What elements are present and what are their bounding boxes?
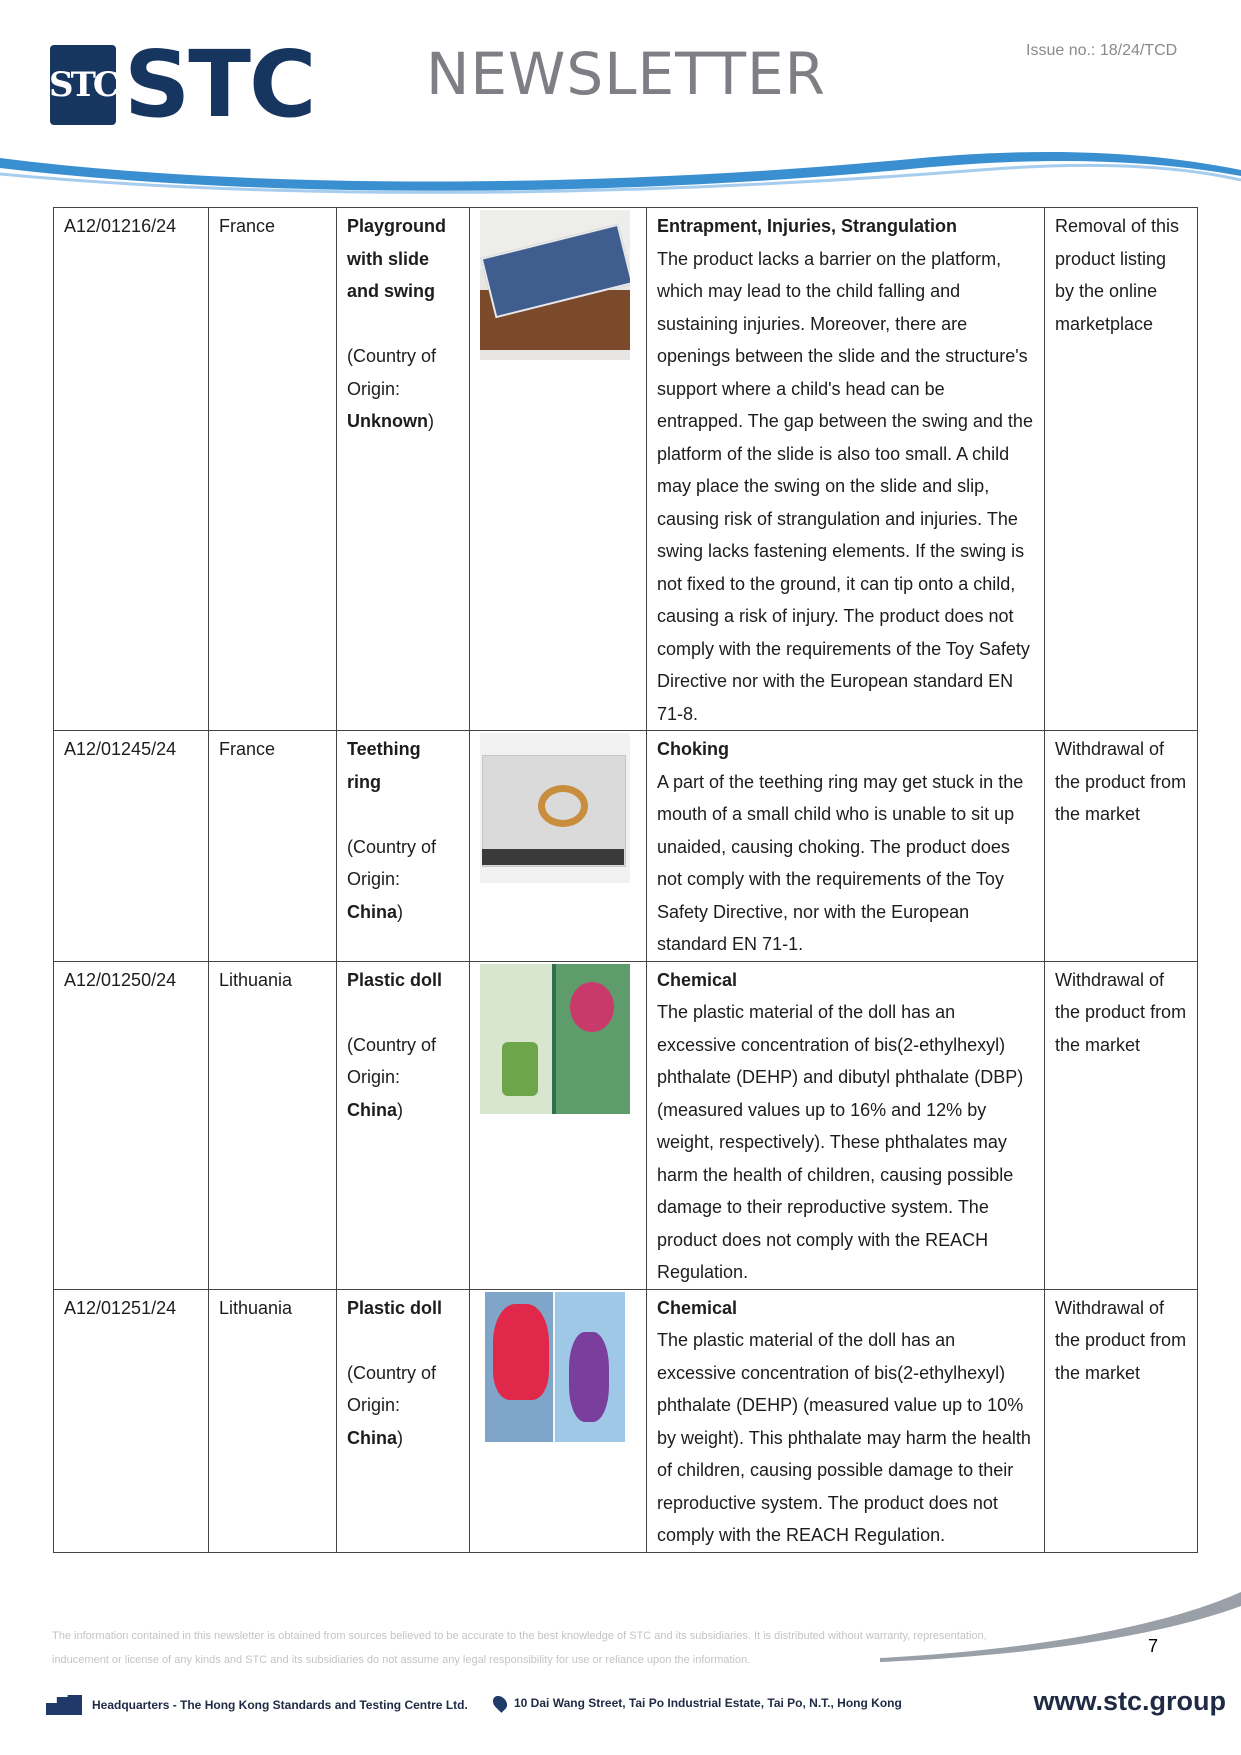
origin-close: )	[428, 411, 434, 431]
origin-country: Unknown	[347, 411, 428, 431]
issue-number: Issue no.: 18/24/TCD	[1026, 42, 1178, 59]
hazard-description: The product lacks a barrier on the platform, which may lead to the child falling and sustaining injuries. Moreover, there are openings between the slide and the structure's support where a child's head can be entrapped. The gap between the swing and the platform of the slide is also too small. A child may place the swing on the slide and slip, causing risk of strangulation and injuries. The swing lacks fastening elements. If the swing is not fixed to the ground, it can tip onto a child, causing a risk of injury. The product does not comply with the requirements of the Toy Safety Directive nor with the European standard EN 71-8.	[657, 248, 1033, 724]
hazard-cell	[647, 961, 1045, 1289]
reference-number: A12/01245/24	[54, 731, 209, 962]
origin-close: )	[397, 901, 404, 922]
product-name: Teething ring	[347, 739, 421, 792]
measure-taken: Removal of this product listing by the online marketplace	[1045, 208, 1198, 731]
playground-product-photo	[480, 210, 630, 360]
origin-label: (Country of Origin:	[347, 1362, 437, 1415]
footer-headquarters	[46, 1695, 468, 1715]
table-row	[54, 961, 1198, 1289]
notifying-country: France	[209, 731, 337, 962]
measure-taken: Withdrawal of the product from the market	[1045, 731, 1198, 962]
origin-close: )	[397, 1427, 404, 1448]
hazard-description: A part of the teething ring may get stuck in the mouth of a small child who is unable to sit up unaided, causing choking. The product does not comply with the requirements of the Toy Safety Directive, nor with the European standard EN 71-1.	[657, 771, 1024, 954]
newsletter-header	[0, 0, 1241, 200]
measure-taken: Withdrawal of the product from the market	[1045, 1289, 1198, 1552]
newsletter-title: NEWSLETTER	[426, 40, 826, 108]
website-link[interactable]: www.stc.group	[1033, 1686, 1226, 1716]
stc-logo	[49, 31, 315, 138]
reference-number: A12/01251/24	[54, 1289, 209, 1552]
product-cell	[337, 1289, 470, 1552]
disclaimer: The information contained in this newsletter is obtained from sources believed to be accurate to the best knowledge of STC and its subsidiaries. It is distributed without warranty, representation, inducement or license of any kinds and STC and its subsidiaries do not assume any legal responsibility for use or reliance upon the information.	[52, 1630, 987, 1666]
notifying-country: Lithuania	[209, 961, 337, 1289]
headquarters-text: Headquarters - The Hong Kong Standards and Testing Centre Ltd.	[92, 1698, 468, 1712]
hazard-type: Chemical	[657, 1297, 738, 1318]
photo-cell	[470, 961, 647, 1289]
location-pin-icon	[490, 1693, 510, 1713]
photo-cell	[470, 208, 647, 731]
teething-ring-product-photo	[480, 733, 630, 883]
hazard-cell	[647, 1289, 1045, 1552]
stc-logo-text: STC	[124, 31, 315, 138]
origin-country: China	[347, 1099, 398, 1120]
hazard-description: The plastic material of the doll has an excessive concentration of bis(2-ethylhexyl) phthalate (DEHP) and dibutyl phthalate (DBP) (measured values up to 16% and 12% by weight, respectively). These phthalates may harm the health of children, causing possible damage to their reproductive system. The product does not comply with the REACH Regulation.	[657, 1002, 1024, 1282]
origin-label: (Country of Origin:	[347, 346, 437, 399]
header-wave-decoration	[0, 140, 1241, 200]
product-name: Plastic doll	[347, 1297, 443, 1318]
reference-number: A12/01216/24	[54, 208, 209, 731]
notifying-country: France	[209, 208, 337, 731]
hazard-cell	[647, 208, 1045, 731]
product-cell	[337, 961, 470, 1289]
footer	[46, 1686, 1226, 1726]
building-icon	[46, 1695, 82, 1715]
measure-taken: Withdrawal of the product from the market	[1045, 961, 1198, 1289]
origin-label: (Country of Origin:	[347, 836, 437, 889]
address-text: 10 Dai Wang Street, Tai Po Industrial Estate, Tai Po, N.T., Hong Kong	[514, 1696, 902, 1710]
photo-cell	[470, 731, 647, 962]
table-row	[54, 1289, 1198, 1552]
plastic-doll-product-photo	[480, 964, 630, 1114]
origin-country: China	[347, 901, 398, 922]
product-cell	[337, 731, 470, 962]
product-cell	[337, 208, 470, 731]
table-row	[54, 208, 1198, 731]
page-number: 7	[1148, 1636, 1159, 1656]
footer-address	[494, 1695, 902, 1711]
hazard-cell	[647, 731, 1045, 962]
stc-logo-mark: STC	[50, 45, 116, 125]
origin-label: (Country of Origin:	[347, 1034, 437, 1087]
hazard-type: Chemical	[657, 969, 738, 990]
product-name: Plastic doll	[347, 969, 443, 990]
reference-number: A12/01250/24	[54, 961, 209, 1289]
hazard-type: Choking	[657, 739, 729, 759]
plastic-doll-product-photo	[485, 1292, 625, 1442]
hazard-description: The plastic material of the doll has an excessive concentration of bis(2-ethylhexyl) phthalate (DEHP) (measured value up to 10% by weight). This phthalate may harm the health of children, causing possible damage to their reproductive system. The product does not comply with the REACH Regulation.	[657, 1330, 1031, 1545]
hazard-type: Entrapment, Injuries, Strangulation	[657, 216, 958, 236]
notifying-country: Lithuania	[209, 1289, 337, 1552]
product-name: Playground with slide and swing	[347, 216, 447, 301]
recall-table	[53, 207, 1198, 1553]
table-row	[54, 731, 1198, 962]
origin-country: China	[347, 1427, 398, 1448]
photo-cell	[470, 1289, 647, 1552]
origin-close: )	[397, 1099, 404, 1120]
